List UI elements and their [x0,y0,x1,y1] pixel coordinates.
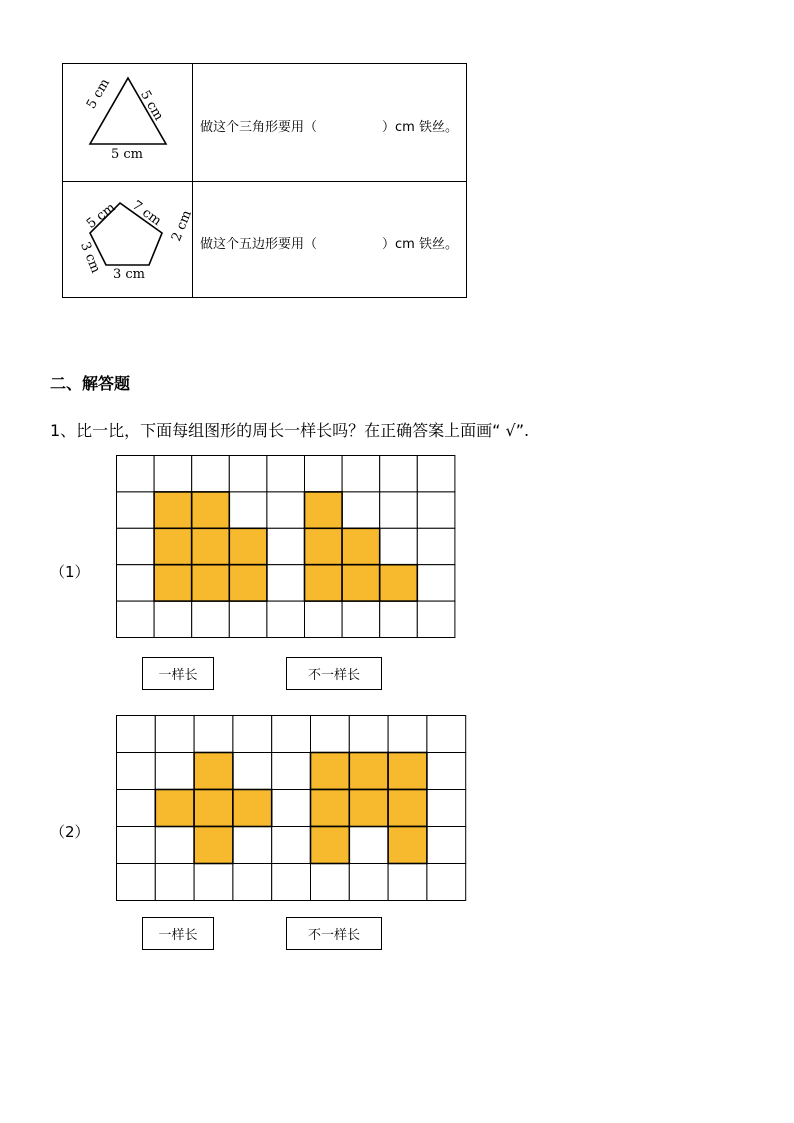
grid-cell [272,753,311,790]
filled-cell [154,528,192,564]
pentagon-left-side-label: 3 cm [77,240,103,276]
grid-cell [192,601,230,637]
part-2-grid [116,715,468,903]
grid-cell [417,565,455,601]
pentagon-right-side-label: 2 cm [169,208,195,244]
filled-cell [154,492,192,528]
filled-cell [311,827,350,864]
grid-cell [155,864,194,901]
grid-cell [229,601,267,637]
grid-cell [305,456,343,492]
filled-cell [194,827,233,864]
part-2-different-option[interactable]: 不一样长 [286,917,382,950]
grid-cell [417,528,455,564]
pentagon-bottom-side-label: 3 cm [113,267,146,282]
filled-cell [155,790,194,827]
grid-cell [267,528,305,564]
grid-cell [154,456,192,492]
question-text: 1、比一比，下面每组图形的周长一样长吗？在正确答案上面画“ √”. [50,421,530,440]
grid-cell [380,528,418,564]
grid-cell [154,601,192,637]
triangle-right-side-label: 5 cm [137,88,167,124]
grid-cell [117,601,155,637]
filled-cell [342,528,380,564]
grid-cell [342,456,380,492]
grid-cell [233,864,272,901]
grid-cell [155,827,194,864]
pentagon-question-text: 做这个五边形要用（ ）cm 铁丝。 [200,237,458,252]
grid-cell [427,790,466,827]
grid-cell [417,601,455,637]
part-2-same-option[interactable]: 一样长 [142,917,214,950]
grid-cell [117,492,155,528]
grid-cell [380,456,418,492]
grid-cell [349,864,388,901]
pentagon-upper-left-side-label: 5 cm [84,200,119,232]
grid-cell [194,716,233,753]
part-1-label: （1） [50,563,90,581]
filled-cell [311,753,350,790]
filled-cell [192,528,230,564]
grid-cell [388,864,427,901]
grid-cell [229,456,267,492]
filled-cell [154,565,192,601]
filled-cell [305,528,343,564]
filled-cell [194,790,233,827]
filled-cell [233,790,272,827]
grid-cell [380,601,418,637]
part-1-same-option[interactable]: 一样长 [142,657,214,690]
grid-cell [192,456,230,492]
filled-cell [192,565,230,601]
grid-cell [117,790,156,827]
section-title: 二、解答题 [50,374,131,393]
grid-cell [267,492,305,528]
filled-cell [229,565,267,601]
triangle-bottom-side-label: 5 cm [111,147,144,162]
part-1-grid [116,455,456,639]
grid-cell [427,864,466,901]
grid-cell [272,864,311,901]
grid-cell [267,601,305,637]
grid-cell [229,492,267,528]
filled-cell [311,790,350,827]
filled-cell [388,753,427,790]
grid-cell [117,456,155,492]
grid-cell [117,864,156,901]
grid-cell [233,753,272,790]
filled-cell [229,528,267,564]
grid-cell [388,716,427,753]
filled-cell [305,492,343,528]
grid-cell [427,827,466,864]
grid-cell [427,716,466,753]
part-2-label: （2） [50,823,90,841]
filled-cell [388,827,427,864]
grid-cell [117,827,156,864]
grid-cell [342,492,380,528]
grid-cell [194,864,233,901]
part-1-different-option[interactable]: 不一样长 [286,657,382,690]
grid-cell [155,753,194,790]
grid-cell [427,753,466,790]
filled-cell [388,790,427,827]
grid-cell [417,456,455,492]
grid-cell [349,716,388,753]
triangle-question-text: 做这个三角形要用（ ）cm 铁丝。 [200,120,458,135]
grid-cell [272,827,311,864]
grid-cell [311,864,350,901]
filled-cell [349,753,388,790]
filled-cell [305,565,343,601]
grid-cell [349,827,388,864]
filled-cell [349,790,388,827]
grid-cell [305,601,343,637]
grid-cell [380,492,418,528]
grid-cell [155,716,194,753]
grid-cell [117,528,155,564]
pentagon-upper-right-side-label: 7 cm [129,198,164,229]
filled-cell [380,565,418,601]
grid-cell [233,716,272,753]
grid-cell [272,716,311,753]
grid-cell [267,456,305,492]
filled-cell [342,565,380,601]
grid-cell [117,753,156,790]
grid-cell [311,716,350,753]
grid-cell [342,601,380,637]
filled-cell [194,753,233,790]
triangle-left-side-label: 5 cm [84,76,113,112]
grid-cell [417,492,455,528]
grid-cell [272,790,311,827]
filled-cell [192,492,230,528]
grid-cell [233,827,272,864]
grid-cell [117,716,156,753]
grid-cell [117,565,155,601]
grid-cell [267,565,305,601]
